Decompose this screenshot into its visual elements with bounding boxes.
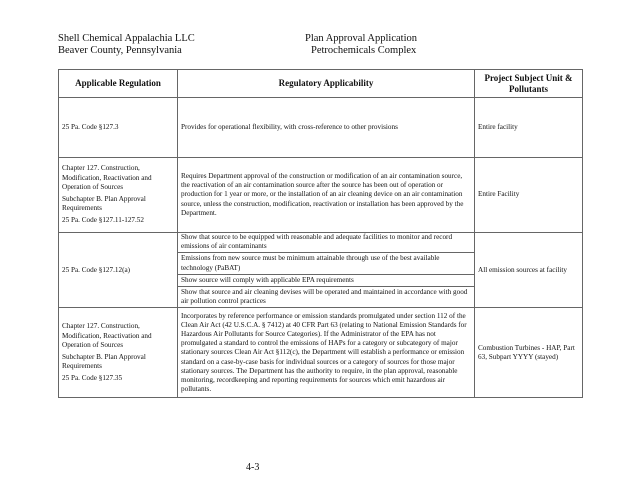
county-name: Beaver County, Pennsylvania xyxy=(58,45,182,56)
subject-cell: Entire facility xyxy=(475,98,583,158)
regulation-text: 25 Pa. Code §127.12(a) xyxy=(62,265,131,274)
document-header-center xyxy=(305,33,417,57)
regulation-cell xyxy=(59,158,178,233)
regulation-cell xyxy=(59,233,178,308)
regulation-table xyxy=(58,69,583,398)
regulation-cell xyxy=(59,308,178,398)
table-row xyxy=(59,158,583,233)
document-title: Plan Approval Application xyxy=(305,33,417,44)
applicability-text: Show that source to be equipped with reasonable and adequate facilities to monitor and record emissions of air contaminants xyxy=(181,233,453,251)
column-header-regulation: Applicable Regulation xyxy=(59,70,178,98)
company-name: Shell Chemical Appalachia LLC xyxy=(58,33,195,44)
table-row xyxy=(59,98,583,158)
regulation-text: 25 Pa. Code §127.11-127.52 xyxy=(62,216,144,225)
regulation-text: 25 Pa. Code §127.35 xyxy=(62,374,123,383)
applicability-text: Provides for operational flexibility, with cross-reference to other provisions xyxy=(181,122,398,131)
subject-cell: Combustion Turbines - HAP, Part 63, Subpart YYYY (stayed) xyxy=(475,308,583,398)
regulation-text: Subchapter B. Plan Approval Requirements xyxy=(62,352,146,371)
subject-cell: All emission sources at facility xyxy=(475,233,583,308)
column-header-applicability: Regulatory Applicability xyxy=(178,70,475,98)
document-header-left xyxy=(58,33,195,57)
project-name: Petrochemicals Complex xyxy=(311,45,417,56)
applicability-cell xyxy=(178,308,475,398)
applicability-text: Show source will comply with applicable EPA requirements xyxy=(178,274,474,286)
applicability-text: Incorporates by reference performance or emission standards promulgated under section 112 of the Clean Air Act (42 U.S.C.A. § 7412) at 40 CFR Part 63 (relating to National Emission Standards for Hazardous Air Pollutants for Source Categories). If the Administrator of the EPA has not promulgated a standard to control the emissions of HAPs for a category or subcategory of major stationary sources Clean Air Act §112(c), the Department will establish a performance or emission standard on a case-by-case basis for individual sources or a category of sources for those major stationary sources. The Department has the authority to require, in the plan approval, reasonable monitoring, recordkeeping and reporting requirements for sources which emit hazardous air pollutants. xyxy=(181,311,467,394)
page-number: 4-3 xyxy=(246,462,260,473)
applicability-text: Show that source and air cleaning devises will be operated and maintained in accordance with good air pollution control practices xyxy=(178,286,474,307)
applicability-text: Emissions from new source must be minimum attainable through use of the best available technology (PaBAT) xyxy=(178,252,474,273)
applicability-cell xyxy=(178,233,475,308)
subject-cell: Entire Facility xyxy=(475,158,583,233)
regulation-text: Subchapter B. Plan Approval Requirements xyxy=(62,195,146,213)
regulation-text: Chapter 127. Construction, Modification, Reactivation and Operation of Sources xyxy=(62,322,152,349)
regulation-cell xyxy=(59,98,178,158)
table-header-row xyxy=(59,70,583,98)
regulation-text: Chapter 127. Construction, Modification, Reactivation and Operation of Sources xyxy=(62,164,152,191)
regulation-text: 25 Pa. Code §127.3 xyxy=(62,122,119,131)
applicability-cell xyxy=(178,158,475,233)
applicability-cell xyxy=(178,98,475,158)
table-row xyxy=(59,233,583,308)
table-row xyxy=(59,308,583,398)
applicability-text: Requires Department approval of the construction or modification of an air contamination source, the reactivation of an air contamination source after the source has been out of operation or production for 1 year or more, or the installation of an air cleaning device on an air contamination source, unless the construction, modification, reactivation or installation has been approved by the Department. xyxy=(181,171,464,217)
column-header-subject: Project Subject Unit & Pollutants xyxy=(475,70,583,98)
